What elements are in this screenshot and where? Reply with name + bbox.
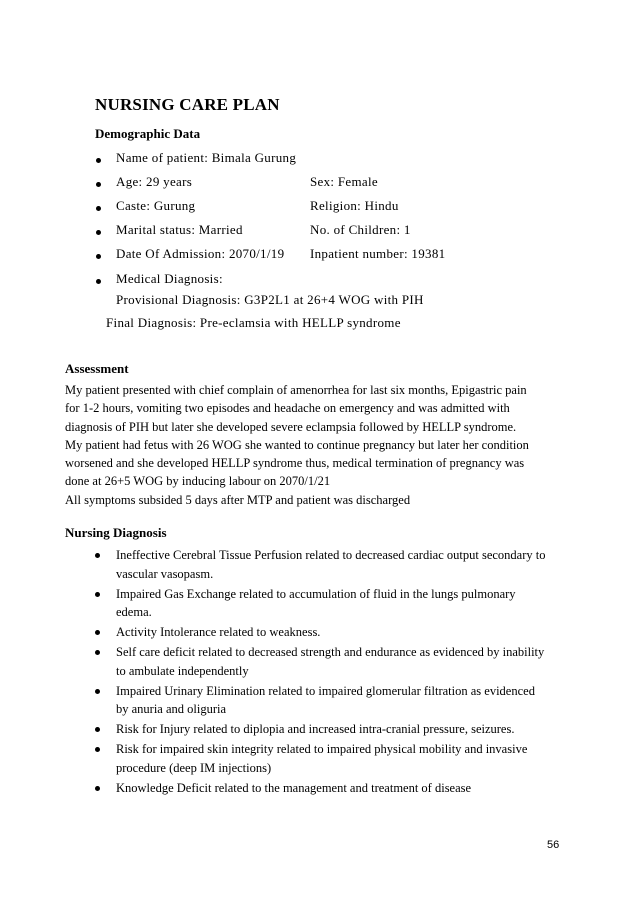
admission-date: Date Of Admission: 2070/1/19 [116, 246, 285, 261]
bullet-icon [96, 279, 101, 284]
nursing-diagnosis-list [95, 546, 565, 799]
list-item: Impaired Urinary Elimination related to impaired glomerular filtration as evidenced by anuria and oliguria [95, 682, 565, 719]
list-item: Knowledge Deficit related to the management and treatment of disease [95, 779, 565, 798]
bullet-icon [95, 553, 100, 558]
bullet-icon [96, 182, 101, 187]
assessment-line: My patient had fetus with 26 WOG she wanted to continue pregnancy but later her condition [65, 437, 529, 452]
list-item: Ineffective Cerebral Tissue Perfusion related to decreased cardiac output secondary to vascular vasopasm. [95, 546, 565, 583]
bullet-icon [95, 786, 100, 791]
inpatient-number: Inpatient number: 19381 [310, 246, 446, 261]
page-number: 56 [547, 839, 560, 851]
document-title: NURSING CARE PLAN [95, 95, 280, 114]
assessment-line: All symptoms subsided 5 days after MTP and patient was discharged [65, 492, 411, 507]
patient-name: Name of patient: Bimala Gurung [116, 150, 297, 165]
assessment-paragraph [65, 381, 585, 509]
bullet-icon [95, 747, 100, 752]
assessment-heading: Assessment [65, 361, 129, 376]
patient-religion: Religion: Hindu [310, 198, 399, 213]
patient-age: Age: 29 years [116, 174, 193, 189]
bullet-icon [96, 230, 101, 235]
final-diagnosis: Final Diagnosis: Pre-eclamsia with HELLP syndrome [106, 315, 401, 330]
patient-marital-status: Marital status: Married [116, 222, 243, 237]
bullet-icon [95, 592, 100, 597]
medical-diagnosis-label: Medical Diagnosis: [116, 271, 223, 286]
nursing-diagnosis-heading: Nursing Diagnosis [65, 525, 167, 540]
assessment-line: for 1-2 hours, vomiting two episodes and headache on emergency and was admitted with [65, 401, 510, 416]
bullet-icon [95, 727, 100, 732]
bullet-icon [95, 630, 100, 635]
bullet-icon [95, 689, 100, 694]
list-item: Self care deficit related to decreased strength and endurance as evidenced by inability to ambulate independently [95, 643, 565, 680]
list-item: Risk for impaired skin integrity related to impaired physical mobility and invasive procedure (deep IM injections) [95, 740, 565, 777]
patient-sex: Sex: Female [310, 174, 378, 189]
patient-children: No. of Children: 1 [310, 222, 411, 237]
demographic-heading: Demographic Data [95, 126, 201, 141]
assessment-line: diagnosis of PIH but later she developed severe eclampsia followed by HELLP syndrome. [65, 419, 517, 434]
bullet-icon [96, 254, 101, 259]
patient-caste: Caste: Gurung [116, 198, 196, 213]
assessment-line: done at 26+5 WOG by inducing labour on 2070/1/21 [65, 474, 331, 489]
list-item: Impaired Gas Exchange related to accumulation of fluid in the lungs pulmonary edema. [95, 585, 565, 622]
provisional-diagnosis: Provisional Diagnosis: G3P2L1 at 26+4 WOG with PIH [116, 292, 424, 307]
list-item: Risk for Injury related to diplopia and increased intra-cranial pressure, seizures. [95, 720, 565, 739]
bullet-icon [96, 206, 101, 211]
bullet-icon [95, 650, 100, 655]
assessment-line: My patient presented with chief complain of amenorrhea for last six months, Epigastric pain [65, 383, 527, 397]
bullet-icon [96, 158, 101, 163]
list-item: Activity Intolerance related to weakness. [95, 623, 565, 642]
assessment-line: worsened and she developed HELLP syndrome thus, medical termination of pregnancy was [65, 456, 525, 471]
